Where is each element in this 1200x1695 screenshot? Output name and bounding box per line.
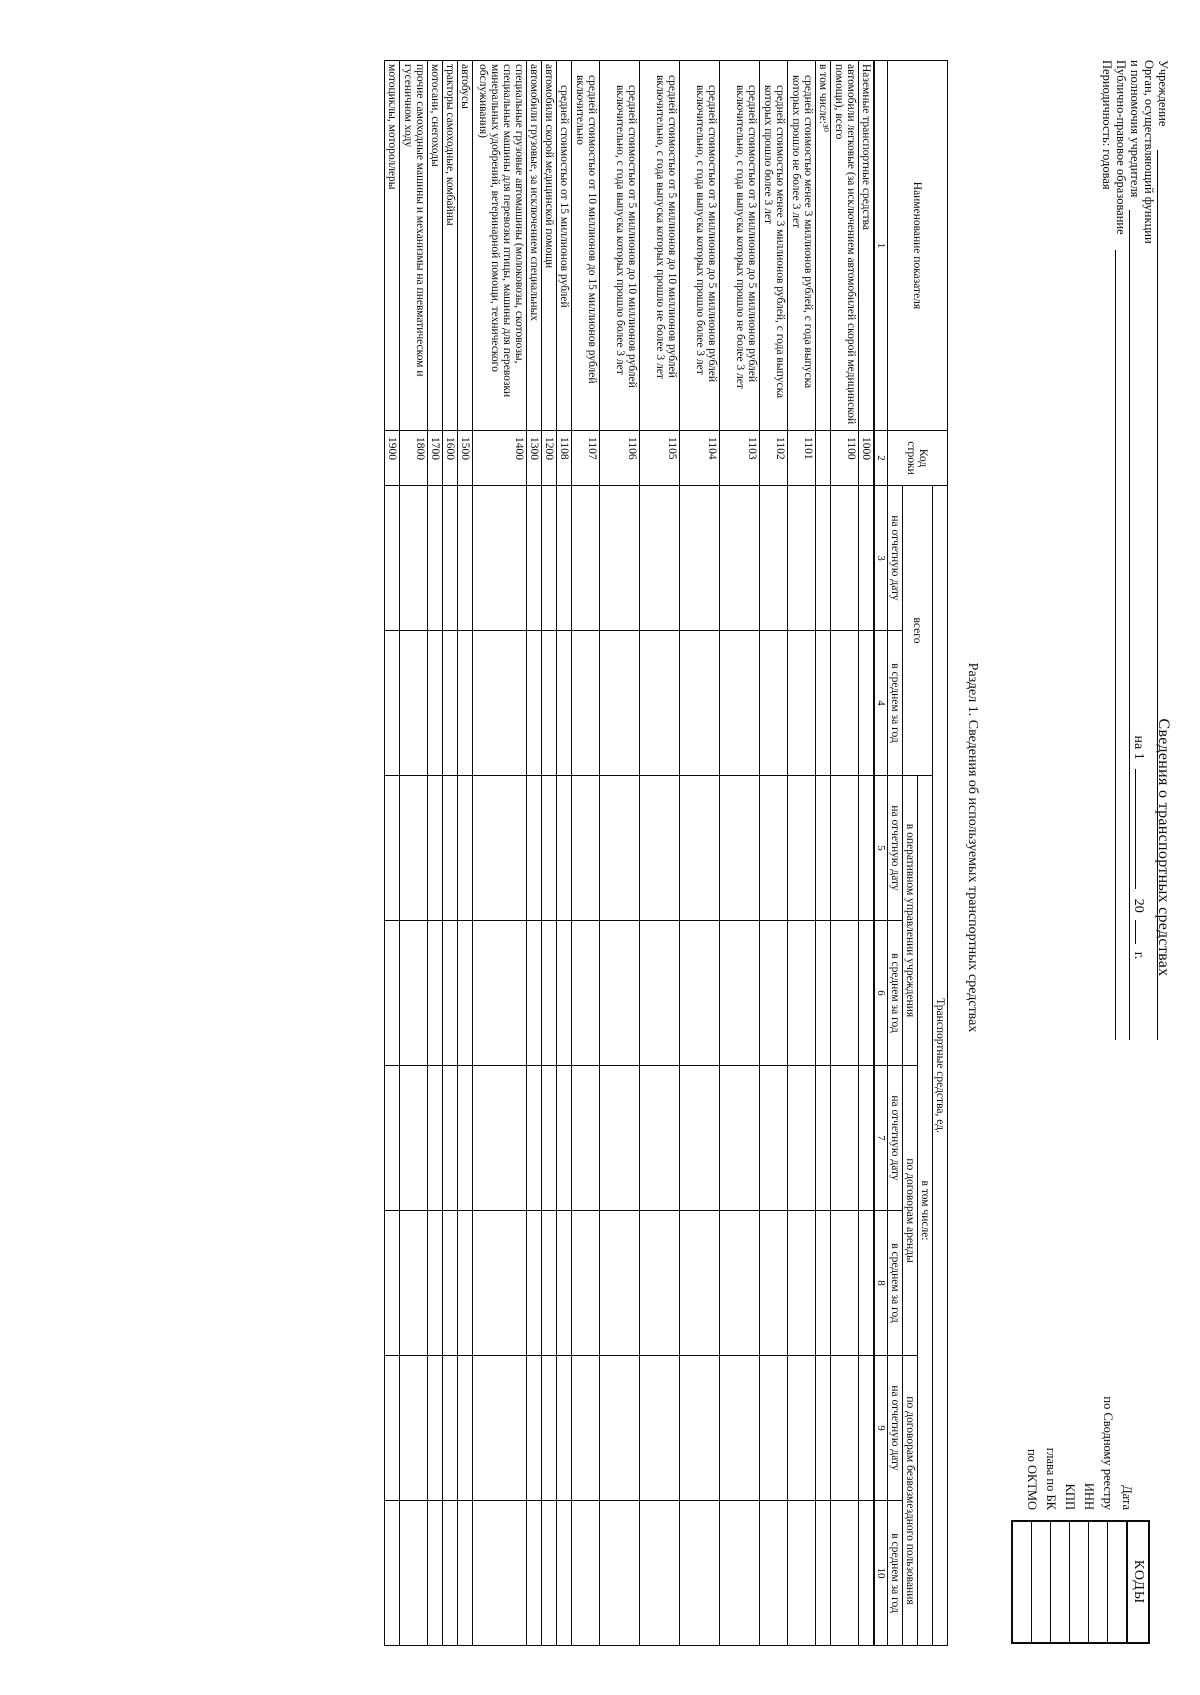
column-number: 7 (874, 1066, 888, 1211)
code-label-kpp: КПП (1063, 1483, 1077, 1510)
column-number: 2 (874, 431, 888, 486)
value-cell[interactable] (400, 1066, 428, 1211)
value-cell[interactable] (458, 1501, 473, 1646)
table-row (831, 61, 859, 1646)
value-cell[interactable] (542, 1211, 557, 1356)
value-cell[interactable] (760, 1066, 788, 1211)
value-cell[interactable] (600, 1501, 640, 1646)
row-indicator-name: автобусы (458, 61, 473, 431)
value-cell[interactable] (831, 1211, 859, 1356)
value-cell[interactable] (542, 776, 557, 921)
value-cell[interactable] (600, 1356, 640, 1501)
value-cell[interactable] (385, 776, 400, 921)
date-prefix: на 1 (1131, 735, 1146, 760)
value-cell[interactable] (542, 921, 557, 1066)
value-cell[interactable] (458, 1356, 473, 1501)
row-indicator-name: автомобили скорой медицинской помощи (542, 61, 557, 431)
value-cell[interactable] (458, 1066, 473, 1211)
value-cell[interactable] (385, 1501, 400, 1646)
row-code: 1400 (473, 431, 527, 486)
code-cell-inn[interactable] (1069, 1522, 1088, 1642)
value-cell[interactable] (760, 486, 788, 631)
row-code: 1102 (760, 431, 788, 486)
value-cell[interactable] (428, 921, 443, 1066)
value-cell[interactable] (428, 1501, 443, 1646)
value-cell[interactable] (385, 921, 400, 1066)
value-cell[interactable] (527, 1356, 542, 1501)
header-avg: в среднем за год (888, 921, 903, 1066)
header-rent: по договорам аренды (903, 1066, 918, 1356)
header-indicator-name: Наименование показателя (888, 61, 948, 431)
value-cell[interactable] (720, 776, 760, 921)
value-cell[interactable] (788, 921, 816, 1066)
column-number: 10 (874, 1501, 888, 1646)
value-cell[interactable] (760, 1211, 788, 1356)
row-code: 1108 (557, 431, 572, 486)
table-row (572, 61, 600, 1646)
value-cell[interactable] (400, 631, 428, 776)
value-cell[interactable] (473, 1501, 527, 1646)
value-cell[interactable] (720, 1211, 760, 1356)
table-row (458, 61, 473, 1646)
value-cell[interactable] (680, 486, 720, 631)
value-cell[interactable] (428, 1066, 443, 1211)
header-total: всего (903, 486, 933, 776)
value-cell[interactable] (428, 631, 443, 776)
date-suffix: г. (1131, 951, 1146, 960)
value-cell[interactable] (443, 1211, 458, 1356)
code-label-date: Дата (1120, 1485, 1134, 1510)
value-cell[interactable] (542, 1066, 557, 1211)
table-row (557, 61, 572, 1646)
value-cell[interactable] (640, 1356, 680, 1501)
value-cell[interactable] (788, 1066, 816, 1211)
code-label-bk: глава по БК (1044, 1447, 1058, 1510)
value-cell[interactable] (816, 776, 831, 921)
value-cell[interactable] (600, 486, 640, 631)
value-cell[interactable] (572, 921, 600, 1066)
table-row (640, 61, 680, 1646)
table-row (720, 61, 760, 1646)
value-cell[interactable] (816, 1211, 831, 1356)
value-cell[interactable] (859, 1211, 875, 1356)
table-row (400, 61, 428, 1646)
codes-labels (1020, 1290, 1134, 1510)
value-cell[interactable] (831, 776, 859, 921)
value-cell[interactable] (557, 1501, 572, 1646)
row-code: 1105 (640, 431, 680, 486)
form-header-left (1100, 60, 1170, 620)
header-line (1129, 210, 1130, 1040)
value-cell[interactable] (859, 486, 875, 631)
value-cell[interactable] (557, 486, 572, 631)
value-cell[interactable] (816, 921, 831, 1066)
value-cell[interactable] (385, 631, 400, 776)
value-cell[interactable] (400, 486, 428, 631)
table-row (385, 61, 400, 1646)
value-cell[interactable] (458, 631, 473, 776)
value-cell[interactable] (720, 1356, 760, 1501)
value-cell[interactable] (600, 1066, 640, 1211)
value-cell[interactable] (600, 776, 640, 921)
value-cell[interactable] (542, 1501, 557, 1646)
header-row-code: Код строки (888, 431, 948, 486)
column-number-row (874, 61, 888, 1646)
value-cell[interactable] (640, 776, 680, 921)
value-cell[interactable] (816, 1066, 831, 1211)
value-cell[interactable] (788, 631, 816, 776)
value-cell[interactable] (443, 486, 458, 631)
row-code (816, 431, 831, 486)
row-code: 1500 (458, 431, 473, 486)
value-cell[interactable] (572, 1211, 600, 1356)
value-cell[interactable] (473, 776, 527, 921)
value-cell[interactable] (640, 1501, 680, 1646)
header-incl: в том числе: (918, 776, 933, 1646)
row-indicator-name: средней стоимостью от 3 миллионов до 5 миллионов рублей включительно, с года выпуска которых прошло не более 3 лет (720, 61, 760, 431)
row-indicator-name: мотоциклы, мотороллеры (385, 61, 400, 431)
value-cell[interactable] (859, 1066, 875, 1211)
row-code: 1700 (428, 431, 443, 486)
column-number: 6 (874, 921, 888, 1066)
table-row (859, 61, 875, 1646)
value-cell[interactable] (859, 921, 875, 1066)
column-number: 9 (874, 1356, 888, 1501)
value-cell[interactable] (458, 486, 473, 631)
code-cell-oktmo[interactable] (1013, 1522, 1031, 1642)
header-free: по договорам безвозмездного пользования (903, 1356, 918, 1646)
value-cell[interactable] (572, 1066, 600, 1211)
value-cell[interactable] (859, 776, 875, 921)
value-cell[interactable] (527, 631, 542, 776)
row-indicator-name: средней стоимостью от 5 миллионов до 10 миллионов рублей включительно, с года выпуска которых прошло более 3 лет (600, 61, 640, 431)
value-cell[interactable] (720, 486, 760, 631)
row-indicator-name: тракторы самоходные, комбайны (443, 61, 458, 431)
table-row (428, 61, 443, 1646)
header-institution: Учреждение (1156, 60, 1170, 620)
row-code: 1103 (720, 431, 760, 486)
value-cell[interactable] (428, 1356, 443, 1501)
table-row (600, 61, 640, 1646)
column-number: 3 (874, 486, 888, 631)
value-cell[interactable] (720, 1066, 760, 1211)
value-cell[interactable] (458, 1211, 473, 1356)
header-founder-cont: и полномочия учредителя (1128, 60, 1142, 620)
row-code: 1800 (400, 431, 428, 486)
value-cell[interactable] (527, 1211, 542, 1356)
value-cell[interactable] (760, 1356, 788, 1501)
header-date: на отчетную дату (888, 776, 903, 921)
value-cell[interactable] (458, 921, 473, 1066)
code-cell-registry[interactable] (1088, 1522, 1107, 1642)
header-avg: в среднем за год (888, 1211, 903, 1356)
value-cell[interactable] (572, 776, 600, 921)
value-cell[interactable] (680, 631, 720, 776)
table-row (527, 61, 542, 1646)
table-row (788, 61, 816, 1646)
header-date: на отчетную дату (888, 486, 903, 631)
row-indicator-name: средней стоимостью от 15 миллионов рублей (557, 61, 572, 431)
row-code: 1600 (443, 431, 458, 486)
header-line (1115, 250, 1116, 1040)
value-cell[interactable] (788, 1356, 816, 1501)
section-title: Раздел 1. Сведения об используемых транспортных средствах (965, 662, 980, 1033)
header-line (1157, 150, 1158, 1040)
value-cell[interactable] (385, 1356, 400, 1501)
value-cell[interactable] (443, 1501, 458, 1646)
value-cell[interactable] (680, 1356, 720, 1501)
value-cell[interactable] (400, 921, 428, 1066)
code-label-inn: ИНН (1082, 1482, 1096, 1510)
row-indicator-name: автомобили грузовые, за исключением специальных (527, 61, 542, 431)
value-cell[interactable] (527, 486, 542, 631)
value-cell[interactable] (760, 631, 788, 776)
row-code: 1900 (385, 431, 400, 486)
value-cell[interactable] (788, 1501, 816, 1646)
value-cell[interactable] (557, 1066, 572, 1211)
value-cell[interactable] (640, 1211, 680, 1356)
codes-box (1011, 1520, 1150, 1644)
row-indicator-name: средней стоимостью от 3 миллионов до 5 миллионов рублей включительно, с года выпуска которых прошло более 3 лет (680, 61, 720, 431)
value-cell[interactable] (831, 631, 859, 776)
code-cell-bk[interactable] (1031, 1522, 1050, 1642)
value-cell[interactable] (385, 1066, 400, 1211)
code-label-registry: по Сводному реестру (1101, 1396, 1115, 1510)
year-blank (1135, 920, 1148, 944)
value-cell[interactable] (400, 1501, 428, 1646)
column-number: 5 (874, 776, 888, 921)
row-indicator-name: специальные грузовые автомашины (молоковозы, скотовозы, специальные машины для перевозки птицы, машины для перевозки минеральных удобрений, ветеринарной помощи, технического обслуживания) (473, 61, 527, 431)
value-cell[interactable] (473, 921, 527, 1066)
value-cell[interactable] (443, 921, 458, 1066)
year-prefix: 20 (1131, 898, 1146, 913)
value-cell[interactable] (458, 776, 473, 921)
value-cell[interactable] (473, 1066, 527, 1211)
value-cell[interactable] (527, 921, 542, 1066)
transport-table (384, 60, 948, 1646)
value-cell[interactable] (760, 776, 788, 921)
value-cell[interactable] (527, 1066, 542, 1211)
table-row (473, 61, 527, 1646)
table-row (680, 61, 720, 1646)
value-cell[interactable] (816, 1356, 831, 1501)
value-cell[interactable] (400, 1211, 428, 1356)
value-cell[interactable] (428, 776, 443, 921)
date-blank (1135, 769, 1148, 889)
value-cell[interactable] (859, 1356, 875, 1501)
header-founder: Орган, осуществляющий функции (1142, 60, 1156, 244)
row-indicator-name: мотосани, снегоходы (428, 61, 443, 431)
header-avg: в среднем за год (888, 631, 903, 776)
row-code: 1106 (600, 431, 640, 486)
value-cell[interactable] (557, 631, 572, 776)
value-cell[interactable] (400, 1356, 428, 1501)
value-cell[interactable] (385, 1211, 400, 1356)
row-indicator-name: в том числе:³⁰ (816, 61, 831, 431)
header-oper: в оперативном управлении учреждения (903, 776, 918, 1066)
value-cell[interactable] (788, 486, 816, 631)
value-cell[interactable] (831, 921, 859, 1066)
value-cell[interactable] (473, 1211, 527, 1356)
code-label-oktmo: по ОКТМО (1025, 1448, 1039, 1510)
value-cell[interactable] (720, 631, 760, 776)
value-cell[interactable] (542, 631, 557, 776)
table-row (816, 61, 831, 1646)
value-cell[interactable] (443, 1066, 458, 1211)
row-code: 1200 (542, 431, 557, 486)
row-code: 1100 (831, 431, 859, 486)
value-cell[interactable] (760, 921, 788, 1066)
row-code: 1101 (788, 431, 816, 486)
value-cell[interactable] (680, 1501, 720, 1646)
value-cell[interactable] (720, 1501, 760, 1646)
value-cell[interactable] (640, 1066, 680, 1211)
value-cell[interactable] (816, 486, 831, 631)
value-cell[interactable] (600, 631, 640, 776)
codes-caption: КОДЫ (1126, 1522, 1148, 1642)
value-cell[interactable] (600, 921, 640, 1066)
value-cell[interactable] (680, 1066, 720, 1211)
header-date: на отчетную дату (888, 1066, 903, 1211)
value-cell[interactable] (527, 1501, 542, 1646)
value-cell[interactable] (760, 1501, 788, 1646)
value-cell[interactable] (428, 486, 443, 631)
row-code: 1300 (527, 431, 542, 486)
value-cell[interactable] (788, 776, 816, 921)
value-cell[interactable] (640, 631, 680, 776)
value-cell[interactable] (527, 776, 542, 921)
value-cell[interactable] (572, 631, 600, 776)
table-row (542, 61, 557, 1646)
value-cell[interactable] (680, 776, 720, 921)
value-cell[interactable] (831, 486, 859, 631)
value-cell[interactable] (400, 776, 428, 921)
value-cell[interactable] (859, 1501, 875, 1646)
value-cell[interactable] (473, 631, 527, 776)
value-cell[interactable] (557, 921, 572, 1066)
value-cell[interactable] (542, 1356, 557, 1501)
value-cell[interactable] (572, 1356, 600, 1501)
column-number: 8 (874, 1211, 888, 1356)
row-indicator-name: средней стоимостью от 10 миллионов до 15 миллионов рублей включительно (572, 61, 600, 431)
row-indicator-name: Наземные транспортные средства (859, 61, 875, 431)
value-cell[interactable] (443, 631, 458, 776)
header-transport: Транспортные средства, ед. (933, 486, 948, 1646)
code-cell-kpp[interactable] (1050, 1522, 1069, 1642)
form-title: Сведения о транспортных средствах (1155, 718, 1172, 977)
row-code: 1107 (572, 431, 600, 486)
value-cell[interactable] (640, 486, 680, 631)
row-indicator-name: прочие самоходные машины и механизмы на пневматическом и гусеничном ходу (400, 61, 428, 431)
column-number: 4 (874, 631, 888, 776)
table-row (443, 61, 458, 1646)
row-indicator-name: средней стоимостью от 5 миллионов до 10 миллионов рублей включительно, с года выпуска которых прошло не более 3 лет (640, 61, 680, 431)
row-code: 1104 (680, 431, 720, 486)
value-cell[interactable] (572, 486, 600, 631)
table-row (760, 61, 788, 1646)
value-cell[interactable] (680, 921, 720, 1066)
value-cell[interactable] (385, 486, 400, 631)
value-cell[interactable] (600, 1211, 640, 1356)
value-cell[interactable] (720, 921, 760, 1066)
value-cell[interactable] (557, 1211, 572, 1356)
header-periodicity: Периодичность: годовая (1100, 60, 1114, 190)
row-indicator-name: автомобили легковые (за исключением автомобилей скорой медицинской помощи), всего (831, 61, 859, 431)
value-cell[interactable] (788, 1211, 816, 1356)
value-cell[interactable] (831, 1356, 859, 1501)
row-indicator-name: средней стоимостью менее 3 миллионов рублей, с года выпуска которых прошло не более 3 лет (788, 61, 816, 431)
value-cell[interactable] (473, 1356, 527, 1501)
value-cell[interactable] (816, 1501, 831, 1646)
code-cell-date[interactable] (1107, 1522, 1126, 1642)
value-cell[interactable] (443, 1356, 458, 1501)
row-indicator-name: средней стоимостью менее 3 миллионов рублей, с года выпуска которых прошло более 3 лет (760, 61, 788, 431)
value-cell[interactable] (640, 921, 680, 1066)
value-cell[interactable] (443, 776, 458, 921)
header-avg: в среднем за год (888, 1501, 903, 1646)
value-cell[interactable] (557, 1356, 572, 1501)
header-date: на отчетную дату (888, 1356, 903, 1501)
value-cell[interactable] (428, 1211, 443, 1356)
value-cell[interactable] (680, 1211, 720, 1356)
table-body (385, 61, 875, 1646)
value-cell[interactable] (473, 486, 527, 631)
row-code: 1000 (859, 431, 875, 486)
value-cell[interactable] (816, 631, 831, 776)
value-cell[interactable] (557, 776, 572, 921)
value-cell[interactable] (859, 631, 875, 776)
value-cell[interactable] (572, 1501, 600, 1646)
value-cell[interactable] (831, 1066, 859, 1211)
header-public-entity: Публично-правовое образование (1114, 60, 1128, 620)
value-cell[interactable] (542, 486, 557, 631)
column-number: 1 (874, 61, 888, 431)
value-cell[interactable] (831, 1501, 859, 1646)
